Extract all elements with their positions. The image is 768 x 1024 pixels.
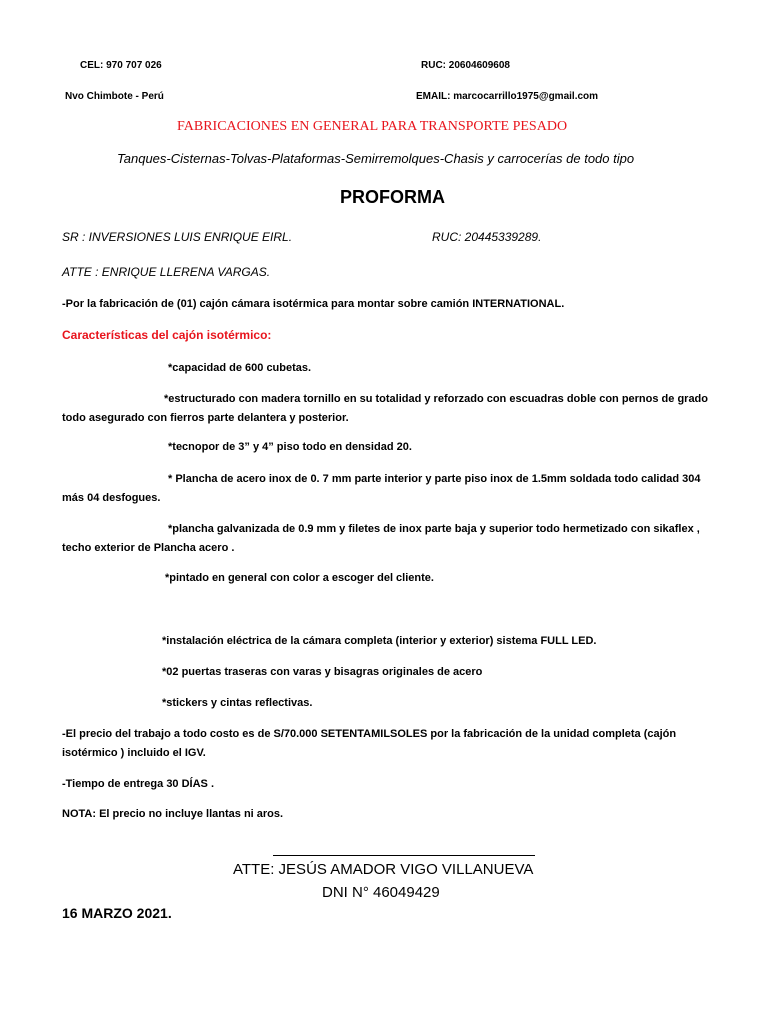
feature-item: *pintado en general con color a escoger del cliente. xyxy=(165,572,434,584)
company-products: Tanques-Cisternas-Tolvas-Plataformas-Semirremolques-Chasis y carrocerías de todo tipo xyxy=(117,151,635,166)
page-title: PROFORMA xyxy=(340,187,445,207)
client-ruc: RUC: 20445339289. xyxy=(432,230,542,244)
features-heading: Características del cajón isotérmico: xyxy=(62,328,272,342)
feature-item: * Plancha de acero inox de 0. 7 mm parte interior y parte piso inox de 1.5mm soldada todo calidad 304 más 04 desfogues. xyxy=(62,473,701,504)
feature-item: *estructurado con madera tornillo en su totalidad y reforzado con escuadras doble con pernos de grado todo asegurado con fierros parte delantera y posterior. xyxy=(62,393,708,424)
header-email: EMAIL: marcocarrillo1975@gmail.com xyxy=(416,91,599,102)
delivery-text: -Tiempo de entrega 30 DÍAS . xyxy=(62,778,215,790)
attention-line: ATTE : ENRIQUE LLERENA VARGAS. xyxy=(62,265,271,279)
client-name: SR : INVERSIONES LUIS ENRIQUE EIRL. xyxy=(62,230,293,244)
header-ruc: RUC: 20604609608 xyxy=(421,60,510,71)
signer-name: ATTE: JESÚS AMADOR VIGO VILLANUEVA xyxy=(233,861,534,878)
feature-item: *capacidad de 600 cubetas. xyxy=(168,362,312,374)
feature-item: *stickers y cintas reflectivas. xyxy=(162,697,313,709)
document-date: 16 MARZO 2021. xyxy=(62,905,172,921)
signer-dni: DNI N° 46049429 xyxy=(322,884,440,901)
header-phone: CEL: 970 707 026 xyxy=(80,60,162,71)
note-text: NOTA: El precio no incluye llantas ni aros. xyxy=(62,808,284,820)
intro-text: -Por la fabricación de (01) cajón cámara isotérmica para montar sobre camión INTERNATIONAL. xyxy=(62,298,565,310)
feature-item: *02 puertas traseras con varas y bisagras originales de acero xyxy=(162,666,483,678)
feature-item: *plancha galvanizada de 0.9 mm y filetes de inox parte baja y superior todo hermetizado con sikaflex , techo exterior de Plancha acero . xyxy=(62,523,700,554)
feature-item: *instalación eléctrica de la cámara completa (interior y exterior) sistema FULL LED. xyxy=(162,635,597,647)
price-text: -El precio del trabajo a todo costo es de S/70.000 SETENTAMILSOLES por la fabricación de la unidad completa (cajón isotérmico ) incluido el IGV. xyxy=(62,728,677,759)
header-location: Nvo Chimbote - Perú xyxy=(65,91,164,102)
signature-line xyxy=(273,855,535,856)
company-tagline: FABRICACIONES EN GENERAL PARA TRANSPORTE PESADO xyxy=(177,119,568,134)
feature-item: *tecnopor de 3” y 4” piso todo en densidad 20. xyxy=(168,441,412,453)
